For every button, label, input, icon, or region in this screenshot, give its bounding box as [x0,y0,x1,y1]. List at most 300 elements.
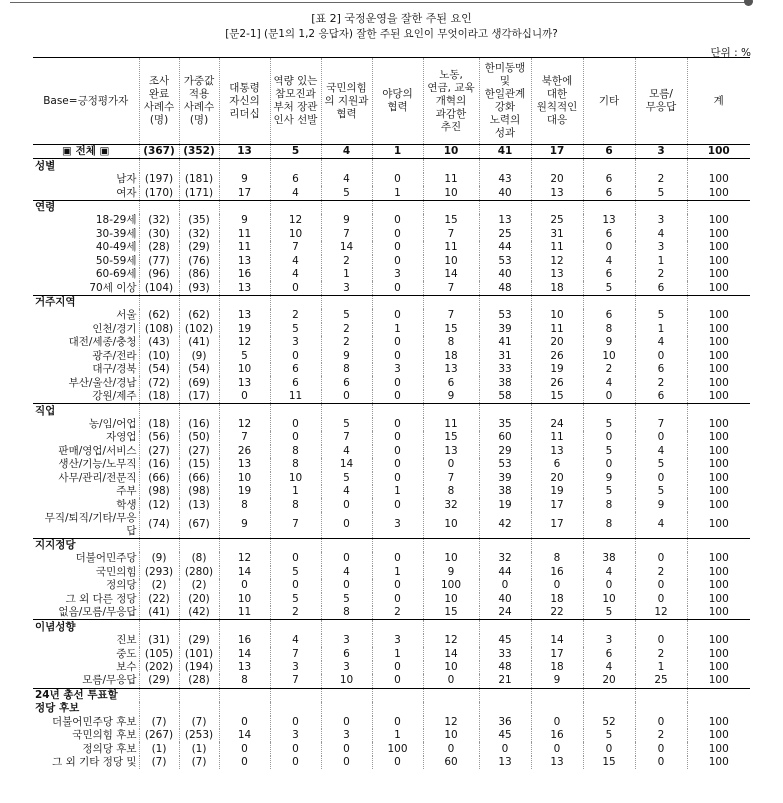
data-cell: (30) [139,228,179,241]
data-cell: 13 [423,363,479,376]
data-cell: 1 [372,485,423,498]
empty-cell [687,200,750,214]
data-cell: 2 [635,376,687,389]
table-row [33,458,750,471]
data-cell: 3 [270,661,321,674]
data-cell: (32) [139,214,179,227]
data-cell: 26 [219,445,270,458]
data-cell: 5 [635,485,687,498]
data-cell: 6 [321,376,372,389]
data-cell: (108) [139,323,179,336]
column-header: 기타 [583,58,635,145]
data-cell: 0 [372,431,423,444]
data-cell: 7 [321,431,372,444]
data-cell: 0 [372,350,423,363]
data-cell: 0 [321,552,372,565]
data-cell: 1 [372,186,423,200]
data-cell: 25 [531,214,583,227]
data-cell: 0 [583,241,635,254]
section-header-row [33,620,750,634]
empty-cell [687,295,750,309]
data-cell: 0 [321,498,372,511]
data-cell: 15 [423,431,479,444]
data-cell: 0 [372,552,423,565]
data-cell: 14 [219,566,270,579]
data-cell: 42 [479,512,531,539]
empty-cell [479,295,531,309]
data-cell: 31 [479,350,531,363]
data-cell: 0 [372,228,423,241]
top-rule-dot [744,0,753,6]
empty-cell [423,295,479,309]
table-row [33,173,750,186]
empty-cell [635,159,687,173]
data-cell: 11 [270,390,321,404]
data-cell: 13 [423,445,479,458]
table-row [33,228,750,241]
empty-cell [583,404,635,418]
data-cell: 11 [423,418,479,431]
data-cell: 3 [270,336,321,349]
empty-cell [635,688,687,702]
data-cell: 17 [219,186,270,200]
data-cell: 9 [531,674,583,688]
data-cell: 25 [479,228,531,241]
data-cell: 4 [635,445,687,458]
data-cell: 44 [479,566,531,579]
data-cell: 100 [687,729,750,742]
data-cell: (32) [179,228,219,241]
data-cell: 2 [321,336,372,349]
data-cell: (7) [179,716,219,729]
data-cell: (197) [139,173,179,186]
data-cell: 100 [687,255,750,268]
row-label: 40-49세 [95,241,137,254]
data-cell: 100 [687,145,750,159]
data-cell: 0 [372,390,423,404]
data-cell: 40 [479,268,531,281]
data-cell: (15) [179,458,219,471]
data-cell: 0 [372,579,423,592]
row-label: 광주/전라 [92,349,137,362]
data-cell: 5 [321,593,372,606]
empty-cell [583,538,635,552]
data-cell: 0 [219,716,270,729]
data-cell: 0 [583,390,635,404]
data-cell: 100 [687,674,750,688]
empty-cell [270,538,321,552]
data-cell: 7 [219,431,270,444]
data-cell: 8 [219,674,270,688]
data-cell: 8 [321,363,372,376]
data-cell: 3 [321,281,372,295]
data-cell: 13 [219,255,270,268]
column-header: 국민의힘 의 지원과 협력 [321,58,372,145]
data-cell: (9) [179,350,219,363]
header-row [33,58,750,145]
data-cell: 36 [479,716,531,729]
data-cell: 100 [687,186,750,200]
data-cell: 18 [531,281,583,295]
table-row [33,363,750,376]
data-cell: 0 [219,742,270,755]
data-cell: 8 [583,323,635,336]
table-row [33,445,750,458]
data-cell: 25 [635,674,687,688]
empty-cell [139,688,179,702]
data-cell: (42) [179,606,219,620]
data-cell: 0 [219,390,270,404]
data-cell: 0 [372,309,423,322]
table-row [33,606,750,620]
data-cell: (105) [139,647,179,660]
data-cell: 1 [635,661,687,674]
row-label: 국민의힘 후보 [72,729,137,742]
data-cell: 5 [270,593,321,606]
data-cell: 6 [583,228,635,241]
data-cell: 35 [479,418,531,431]
data-cell: 0 [372,756,423,769]
data-cell: 3 [321,729,372,742]
column-header: 북한에 대한 원칙적인 대응 [531,58,583,145]
data-cell: 6 [270,363,321,376]
empty-cell [139,295,179,309]
table-row [33,214,750,227]
data-cell: 40 [479,186,531,200]
table-row [33,186,750,200]
section-header-row [33,538,750,552]
data-cell: 8 [219,498,270,511]
data-cell: 16 [219,634,270,647]
table-row [33,241,750,254]
empty-cell [423,404,479,418]
table-row [33,268,750,281]
data-cell: 18 [531,661,583,674]
data-cell: 8 [270,498,321,511]
data-cell: 15 [423,214,479,227]
data-cell: (293) [139,566,179,579]
data-cell: 100 [372,742,423,755]
data-cell: 38 [479,376,531,389]
data-cell: 6 [635,281,687,295]
empty-cell [423,159,479,173]
empty-cell [687,620,750,634]
empty-cell [219,620,270,634]
data-cell: 100 [687,593,750,606]
row-label: 주부 [116,485,137,498]
row-label: 정의당 후보 [82,742,137,755]
data-cell: 0 [270,579,321,592]
data-cell: 24 [531,418,583,431]
table-row [33,309,750,322]
row-label: 농/임/어업 [88,417,137,430]
empty-cell [583,620,635,634]
data-cell: 6 [635,363,687,376]
data-cell: 4 [321,485,372,498]
data-cell: 2 [583,363,635,376]
data-cell: (17) [179,390,219,404]
data-cell: 6 [270,173,321,186]
data-cell: 0 [321,742,372,755]
data-cell: 12 [531,255,583,268]
empty-cell [531,404,583,418]
total-row [33,145,750,159]
empty-cell [583,295,635,309]
row-label: 대구/경북 [92,363,137,376]
data-cell: 0 [270,552,321,565]
data-cell: 10 [423,255,479,268]
data-cell: (27) [139,445,179,458]
data-cell: 10 [423,661,479,674]
data-cell: 3 [270,729,321,742]
empty-cell [270,159,321,173]
data-cell: 0 [372,661,423,674]
data-cell: 10 [219,472,270,485]
table-row [33,472,750,485]
table-title: [표 2] 국정운영을 잘한 주된 요인 [311,12,472,25]
data-cell: 2 [635,173,687,186]
data-cell: (41) [139,606,179,620]
data-cell: (1) [179,742,219,755]
data-cell: 0 [372,336,423,349]
empty-cell [321,159,372,173]
empty-cell [321,404,372,418]
data-cell: (66) [139,472,179,485]
data-cell: 53 [479,309,531,322]
empty-cell [321,688,372,702]
data-cell: 10 [423,593,479,606]
data-cell: (29) [139,674,179,688]
data-cell: (267) [139,729,179,742]
data-cell: 5 [321,472,372,485]
table-row [33,485,750,498]
empty-cell [372,538,423,552]
table-row [33,552,750,565]
table-row [33,566,750,579]
empty-cell [687,538,750,552]
data-cell: 0 [635,742,687,755]
empty-cell [635,200,687,214]
row-label: 무직/퇴직/기타/무응답 [44,511,137,537]
table-row [33,512,750,539]
data-cell: 5 [321,418,372,431]
section-header-row [33,404,750,418]
data-cell: 4 [583,376,635,389]
empty-cell [321,702,372,715]
data-cell: 16 [531,729,583,742]
data-cell: 100 [687,485,750,498]
data-cell: 10 [270,228,321,241]
empty-cell [372,702,423,715]
data-cell: (8) [179,552,219,565]
data-cell: (62) [179,309,219,322]
column-header: Base=긍정평가자 [43,94,129,107]
empty-cell [479,702,531,715]
data-cell: 32 [423,498,479,511]
row-label: 60-69세 [95,268,137,281]
data-cell: 12 [219,418,270,431]
empty-cell [372,620,423,634]
data-cell: 3 [321,661,372,674]
data-cell: (77) [139,255,179,268]
table-row [33,716,750,729]
section-label: 직업 [33,404,139,418]
empty-cell [635,620,687,634]
data-cell: 2 [635,729,687,742]
empty-cell [270,200,321,214]
data-cell: 18 [531,593,583,606]
table-row [33,350,750,363]
data-cell: 6 [583,268,635,281]
data-cell: 0 [423,742,479,755]
empty-cell [479,688,531,702]
table-row [33,729,750,742]
row-label: 30-39세 [95,227,137,240]
data-cell: 2 [270,309,321,322]
data-cell: 100 [687,268,750,281]
data-cell: 4 [321,145,372,159]
data-cell: (29) [179,241,219,254]
empty-cell [583,688,635,702]
data-cell: 4 [270,255,321,268]
data-cell: 6 [321,647,372,660]
data-cell: 100 [687,756,750,769]
table-row [33,336,750,349]
data-cell: 100 [687,716,750,729]
data-cell: 100 [687,634,750,647]
empty-cell [531,620,583,634]
data-cell: 0 [270,756,321,769]
data-cell: 10 [583,350,635,363]
table-row [33,742,750,755]
data-cell: 100 [687,363,750,376]
empty-cell [270,702,321,715]
data-cell: 13 [219,281,270,295]
section-label: 성별 [33,159,139,173]
data-cell: 9 [219,214,270,227]
data-cell: 39 [479,472,531,485]
data-cell: 10 [423,145,479,159]
data-cell: 10 [270,472,321,485]
row-label: 더불어민주당 [75,552,137,565]
data-cell: 9 [423,566,479,579]
column-header: 계 [687,58,750,145]
empty-cell [321,620,372,634]
data-cell: 43 [479,173,531,186]
data-cell: 0 [635,593,687,606]
row-label: 판매/영업/서비스 [58,444,137,457]
data-cell: 0 [321,756,372,769]
data-cell: 6 [583,145,635,159]
table-row [33,579,750,592]
data-cell: 5 [270,566,321,579]
data-cell: 29 [479,445,531,458]
empty-cell [219,200,270,214]
data-cell: 12 [219,552,270,565]
data-cell: 100 [687,606,750,620]
data-cell: 100 [687,498,750,511]
empty-cell [139,404,179,418]
data-cell: 14 [219,647,270,660]
data-cell: 16 [531,566,583,579]
data-cell: 8 [583,512,635,539]
data-cell: 100 [687,647,750,660]
empty-cell [687,688,750,702]
data-cell: 11 [219,228,270,241]
data-cell: 100 [687,742,750,755]
data-cell: (93) [179,281,219,295]
data-cell: 0 [372,498,423,511]
data-cell: 1 [321,268,372,281]
data-cell: 19 [219,485,270,498]
row-label: 강원/제주 [92,390,137,403]
empty-cell [179,159,219,173]
data-cell: 100 [687,228,750,241]
data-cell: 4 [270,634,321,647]
row-label: 중도 [116,647,137,660]
data-cell: 3 [635,214,687,227]
data-cell: 5 [635,309,687,322]
empty-cell [531,200,583,214]
data-cell: 0 [635,579,687,592]
empty-cell [531,702,583,715]
data-cell: 7 [423,472,479,485]
data-cell: 11 [423,241,479,254]
data-cell: (27) [179,445,219,458]
data-cell: 11 [219,606,270,620]
empty-cell [219,538,270,552]
data-cell: 5 [583,418,635,431]
data-cell: 3 [372,634,423,647]
data-cell: 5 [583,729,635,742]
data-cell: 100 [687,241,750,254]
data-cell: 12 [423,634,479,647]
row-label: 70세 이상 [89,281,137,294]
empty-cell [219,404,270,418]
data-cell: (29) [179,634,219,647]
table-row [33,323,750,336]
data-cell: 9 [219,512,270,539]
data-cell: 19 [219,323,270,336]
data-cell: 53 [479,458,531,471]
row-label: 50-59세 [95,254,137,267]
section-label: 거주지역 [33,295,139,309]
empty-cell [583,702,635,715]
data-cell: (31) [139,634,179,647]
data-cell: 13 [583,214,635,227]
data-cell: 3 [635,145,687,159]
data-cell: 0 [372,472,423,485]
empty-cell [139,538,179,552]
section-label: 정당 후보 [35,702,80,715]
data-cell: 20 [583,674,635,688]
data-cell: 7 [270,647,321,660]
data-cell: 19 [479,498,531,511]
column-header: 모름/ 무응답 [635,58,687,145]
empty-cell [179,404,219,418]
data-cell: 0 [372,445,423,458]
table-row [33,281,750,295]
empty-cell [179,702,219,715]
data-cell: 100 [687,323,750,336]
empty-cell [635,295,687,309]
data-cell: 10 [423,729,479,742]
data-cell: 11 [219,241,270,254]
data-cell: 13 [531,186,583,200]
data-cell: 12 [423,716,479,729]
data-cell: 100 [687,579,750,592]
data-cell: 0 [270,350,321,363]
